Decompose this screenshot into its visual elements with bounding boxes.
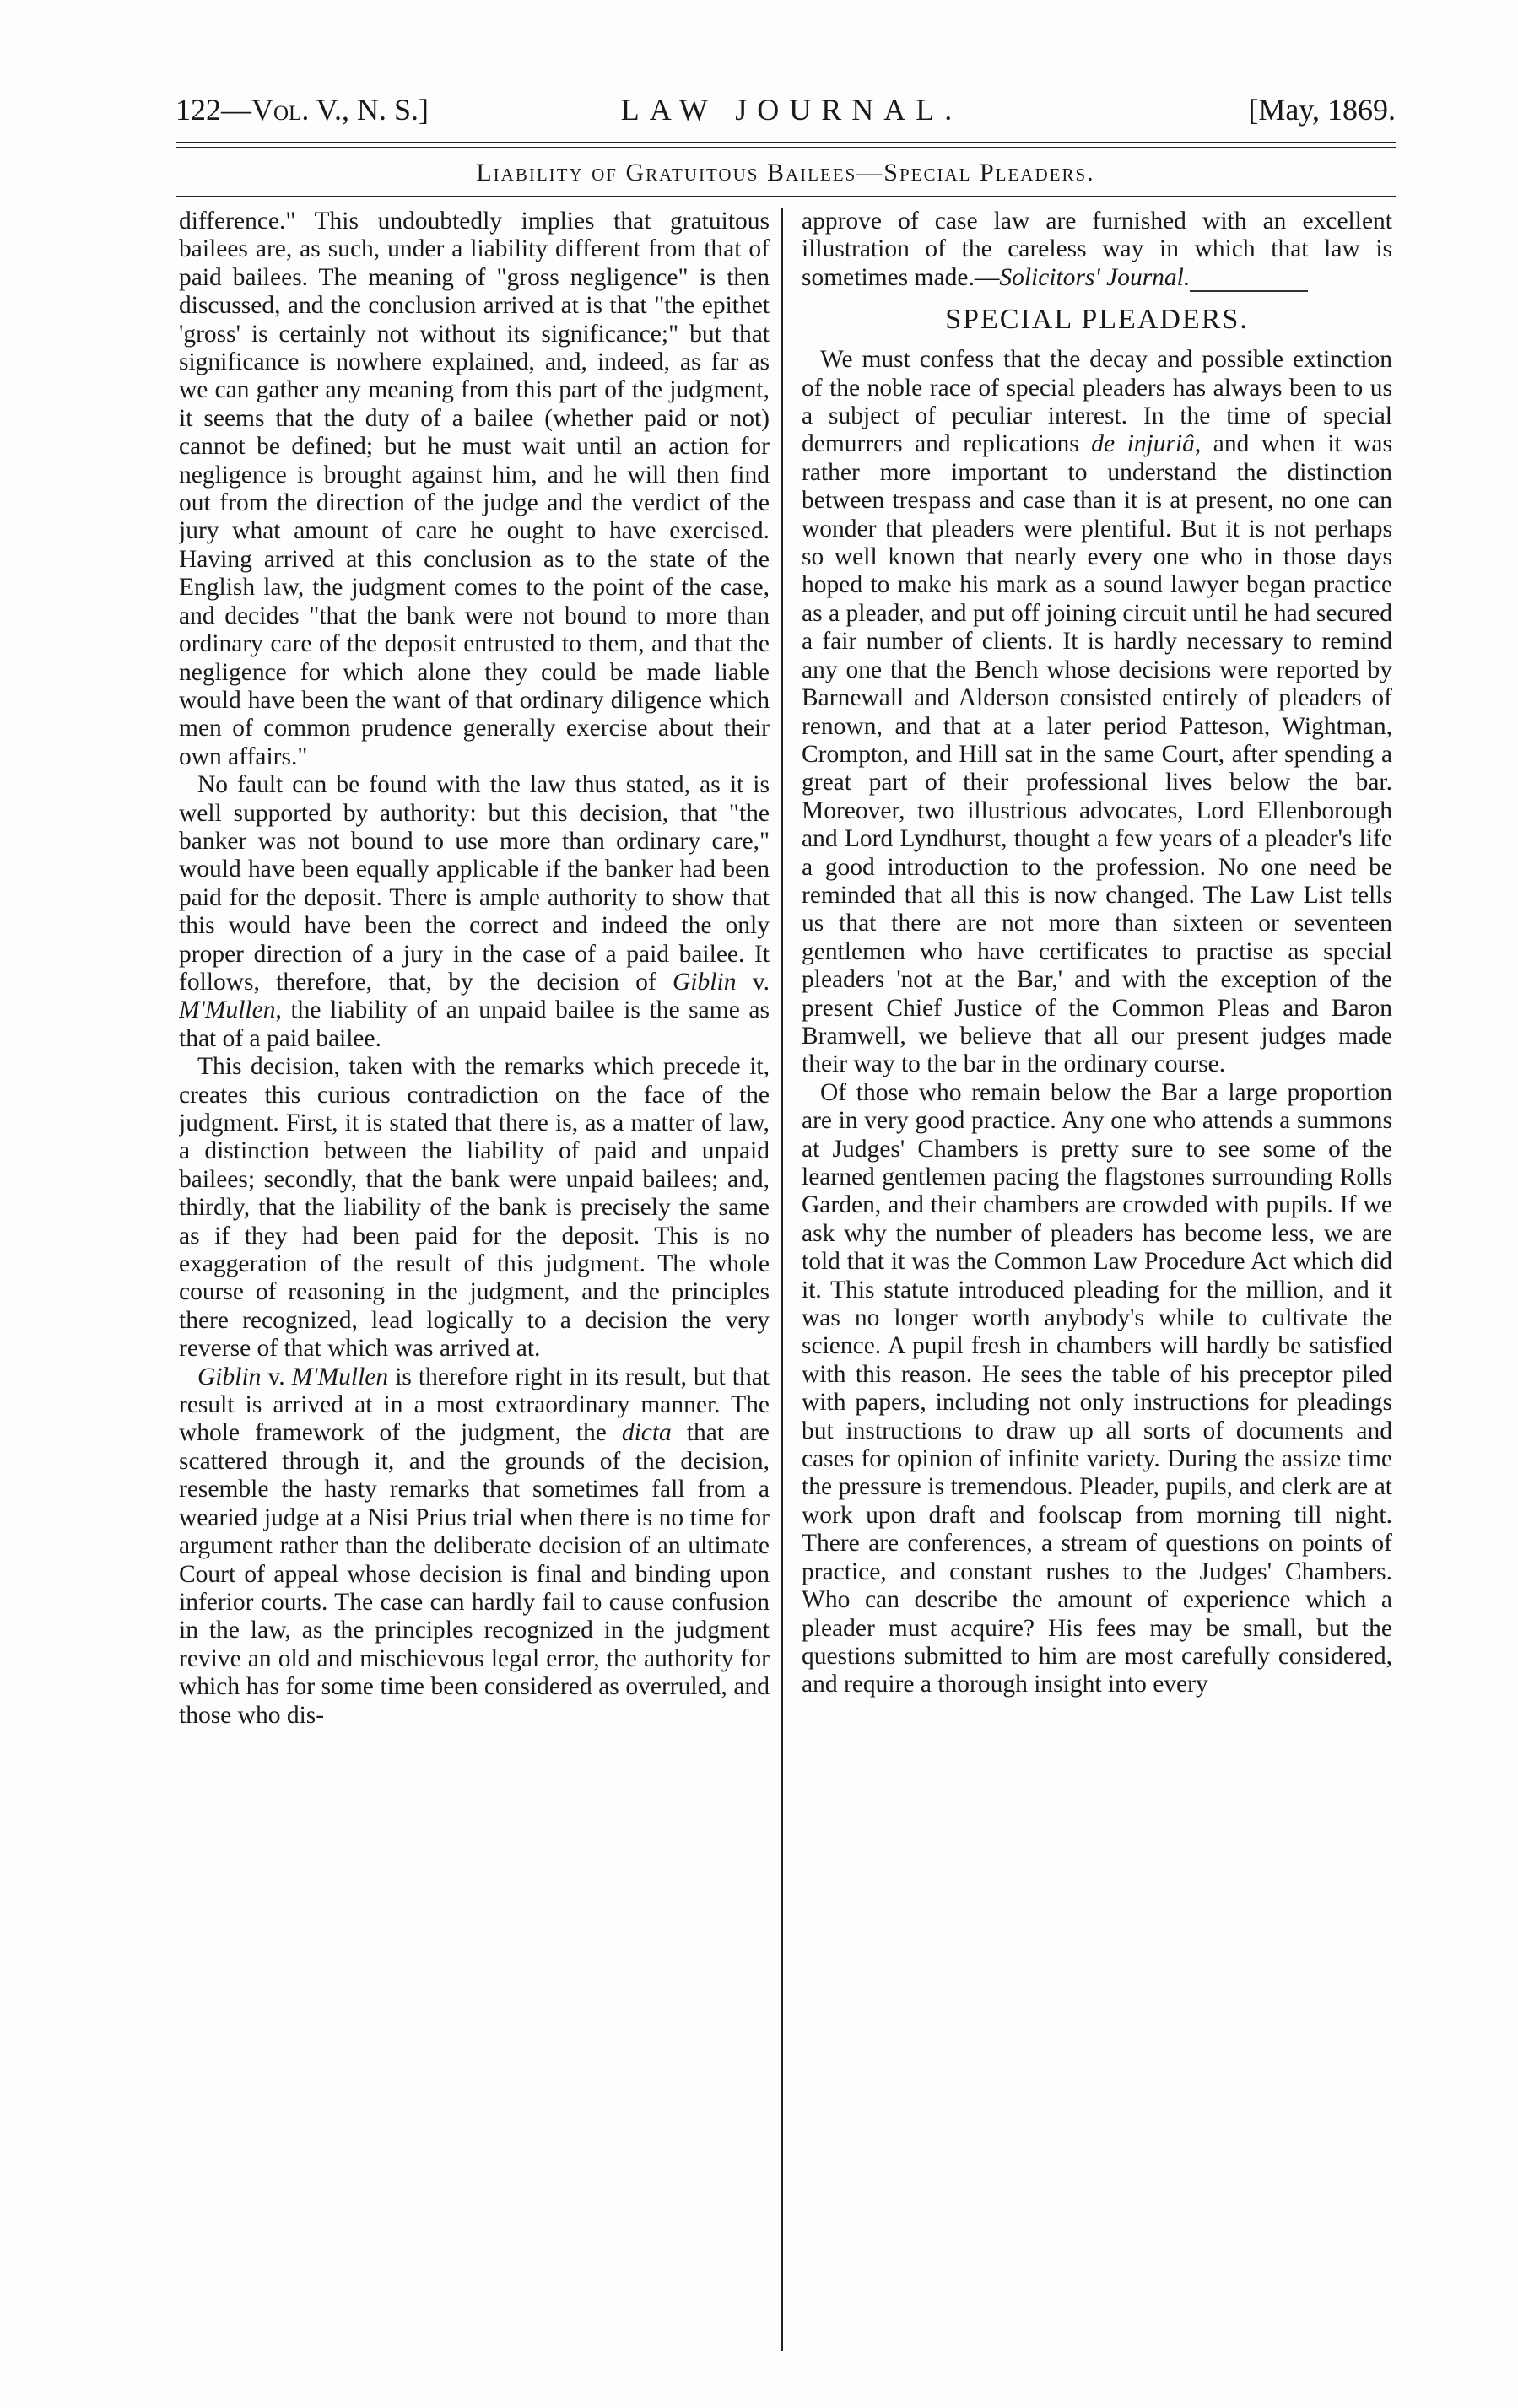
page-number-volume: 122—Vol. V., N. S.] <box>176 93 429 127</box>
left-paragraph-3: This decision, taken with the remarks which precede it, creates this curious contradiction on the face of the judgment. First, it is stated that there is, as a matter of law, a distinction between the liability of paid and unpaid bailees; secondly, that the bank were unpaid bailees; and, thirdly, that the liability of the bank is precisely the same as if they had been paid for the deposit. This is no exaggeration of the result of this judgment. The whole course of reasoning in the judgment, and the principles there recognized, lead logically to a decision the very reverse of that which was arrived at. <box>179 1053 770 1363</box>
left-paragraph-1: difference." This undoubtedly implies that gratuitous bailees are, as such, under a liability different from that of paid bailees. The meaning of "gross negligence" is then discussed, and the conclusion arrived at is that "the epithet 'gross' is certainly not without its significance;" but that significance is nowhere explained, and, indeed, as far as we can gather any meaning from this part of the judgment, it seems that the duty of a bailee (whether paid or not) cannot be defined; but he must wait until an action for negligence is brought against him, and he will then find out from the direction of the judge and the verdict of the jury what amount of care he ought to have exercised. Having arrived at this conclusion as to the state of the English law, the judgment comes to the point of the case, and decides "that the bank were not bound to more than ordinary care of the deposit entrusted to them, and that the negligence for which alone they could be made liable would have been the want of that ordinary diligence which men of common prudence generally exercise about their own affairs." <box>179 208 770 770</box>
article-heading: SPECIAL PLEADERS. <box>945 304 1249 336</box>
subtitle-rule <box>176 196 1396 197</box>
column-divider <box>781 208 783 2351</box>
latin-term: de injuriâ <box>1091 430 1195 458</box>
header-rule-top <box>176 142 1396 143</box>
text-run: v. <box>261 1363 292 1390</box>
source-citation: Solicitors' Journal. <box>999 263 1191 291</box>
journal-title: LAW JOURNAL. <box>620 93 963 127</box>
text-run: , the liability of an unpaid bailee is the same as that of a paid bailee. <box>179 996 770 1052</box>
text-run: , and when it was rather more important to understand the distinction between trespass and case than it is at present, no one can wonder that pleaders were plentiful. But it is not perhaps so well known that nearly every one who in those days hoped to make his mark as a sound lawyer began practice as a pleader, and put off joining circuit until he had secured a fair number of clients. It is hardly necessary to remind any one that the Bench whose decisions were reported by Barnewall and Alderson consisted entirely of pleaders of renown, and that at a later period Patteson, Wightman, Crompton, and Hill sat in the same Court, after spending a great part of their professional lives below the bar. Moreover, two illustrious advocates, Lord Ellenborough and Lord Lyndhurst, thought a few years of a pleader's life a good introduction to the profession. No one need be reminded that all this is now changed. The Law List tells us that there are not more than sixteen or seventeen gentlemen who have certificates to practise as special pleaders 'not at the Bar,' and with the exception of the present Chief Justice of the Common Pleas and Baron Bramwell, we believe that all our present judges made their way to the bar in the ordinary course. <box>802 430 1392 1078</box>
text-run: that are scattered through it, and the grounds of the decision, resemble the hasty remarks that sometimes fall from a wearied judge at a Nisi Prius trial when there is no time for argument rather than the deliberate decision of an ultimate Court of appeal whose decision is final and binding upon inferior courts. The case can hardly fail to cause confusion in the law, as the principles recognized in the judgment revive an old and mischievous legal error, the authority for which has for some time been considered as overruled, and those who dis- <box>179 1419 770 1729</box>
running-header <box>176 91 1396 142</box>
left-paragraph-4 <box>179 1363 770 1730</box>
right-paragraph-1 <box>802 346 1392 1079</box>
text-run: is therefore right in its result, but that result is arrived at in a most extraordinary manner. The whole framework of the judgment, the <box>179 1363 770 1447</box>
text-run: v. <box>736 968 770 996</box>
right-paragraph-0 <box>802 208 1392 292</box>
case-name: M'Mullen <box>291 1363 389 1390</box>
text-run: We must confess that the decay and possible extinction of the noble race of special pleaders has always been to us a subject of peculiar interest. In the time of special demurrers and replications <box>802 346 1392 458</box>
left-column <box>179 208 770 2351</box>
issue-date: [May, 1869. <box>1248 93 1396 127</box>
case-name: Giblin <box>197 1363 262 1390</box>
header-rule-double <box>176 147 1396 148</box>
text-run: approve of case law are furnished with an excellent illustration of the careless way in which that law is sometimes made.— <box>802 208 1392 291</box>
latin-term: dicta <box>621 1419 672 1447</box>
case-name: M'Mullen <box>179 996 276 1024</box>
text-run: No fault can be found with the law thus stated, as it is well supported by authority: but this decision, that "the banker was not bound to use more than ordinary care," would have been equally applicable if the banker had been paid for the deposit. There is ample authority to show that this would have been the correct and indeed the only proper direction of a jury in the case of a paid bailee. It follows, therefore, that, by the decision of <box>179 771 770 996</box>
article-separator <box>1190 290 1308 292</box>
right-column <box>802 208 1392 2351</box>
left-paragraph-2 <box>179 771 770 1053</box>
right-paragraph-2: Of those who remain below the Bar a large proportion are in very good practice. Any one who attends a summons at Judges' Chambers is pretty sure to see some of the learned gentlemen pacing the flagstones surrounding Rolls Garden, and their chambers are crowded with pupils. If we ask why the number of pleaders has become less, we are told that it was the Common Law Procedure Act which did it. This statute introduced pleading for the million, and it was no longer worth anybody's while to cultivate the science. A pupil fresh in chambers will hardly be satisfied with this reason. He sees the table of his preceptor piled with papers, including not only instructions for pleadings but instructions to draw up all sorts of documents and cases for opinion of infinite variety. During the assize time the pressure is tremendous. Pleader, pupils, and clerk are at work upon draft and foolscap from morning till night. There are conferences, a stream of questions on points of practice, and constant rushes to the Judges' Chambers. Who can describe the amount of experience which a pleader must acquire? His fees may be small, but the questions submitted to him are most carefully considered, and require a thorough insight into every <box>802 1078 1392 1698</box>
section-title: Liability of Gratuitous Bailees—Special Pleaders. <box>476 159 1095 186</box>
case-name: Giblin <box>673 968 737 996</box>
